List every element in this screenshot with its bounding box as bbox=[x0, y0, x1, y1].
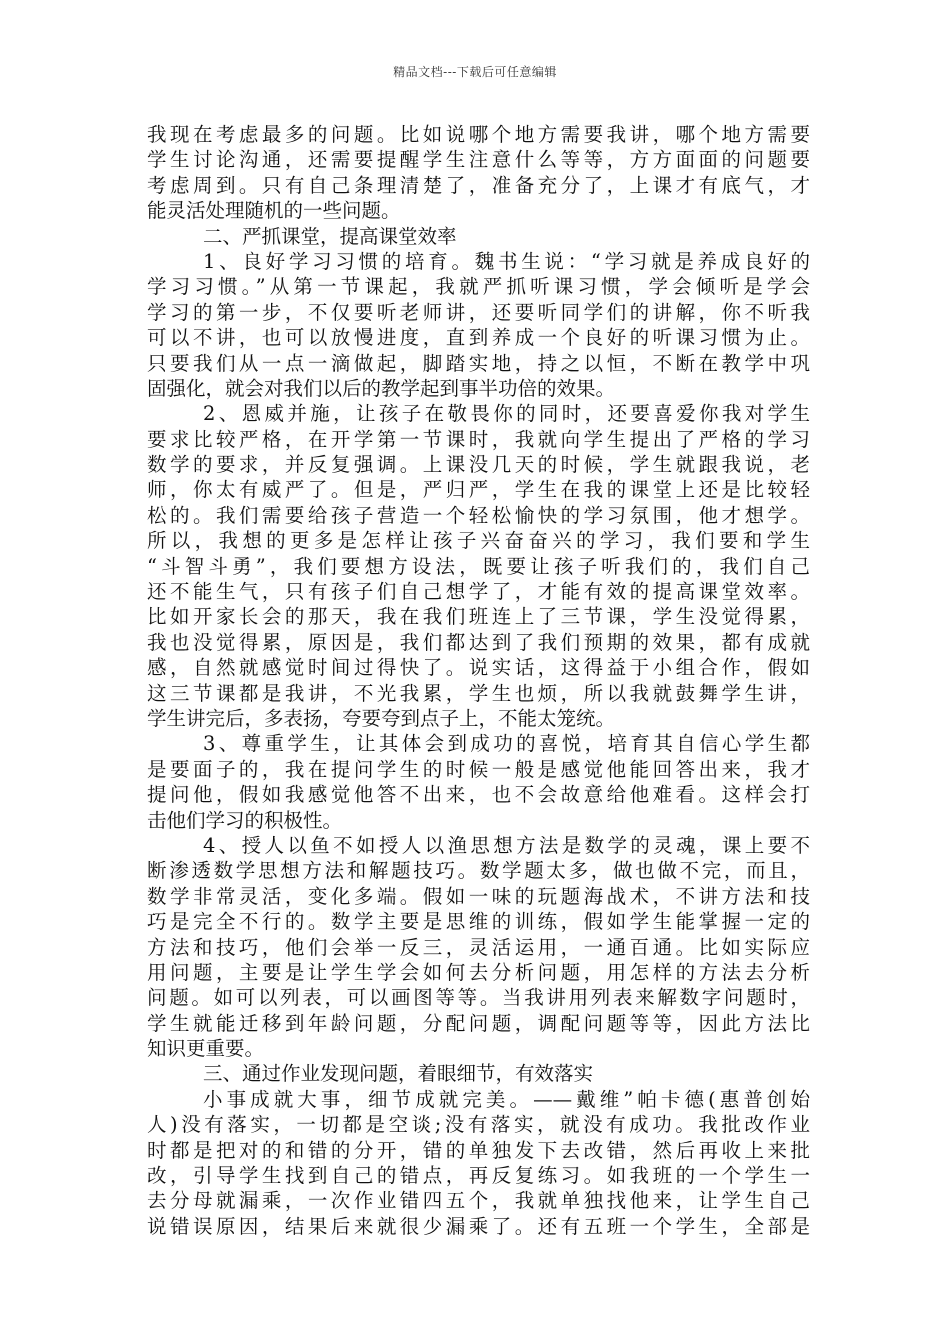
text-line: 说错误原因，结果后来就很少漏乘了。还有五班一个学生，全部是 bbox=[147, 1214, 810, 1238]
text-line: 1、良好学习习惯的培育。魏书生说：“学习就是养成良好的 bbox=[203, 249, 810, 273]
text-line: 去分母就漏乘，一次作业错四五个，我就单独找他来，让学生自己 bbox=[147, 1189, 810, 1213]
text-line: 击他们学习的积极性。 bbox=[147, 808, 343, 832]
text-line: 比如开家长会的那天，我在我们班连上了三节课，学生没觉得累， bbox=[147, 605, 810, 629]
text-line: 巧是完全不行的。数学主要是思维的训练，假如学生能掌握一定的 bbox=[147, 910, 810, 934]
text-line: 4、授人以鱼不如授人以渔思想方法是数学的灵魂，课上要不 bbox=[203, 833, 810, 857]
text-line: 要求比较严格，在开学第一节课时，我就向学生提出了严格的学习 bbox=[147, 427, 810, 451]
text-line: 2、恩威并施，让孩子在敬畏你的同时，还要喜爱你我对学生 bbox=[203, 402, 810, 426]
text-line: 学生就能迁移到年龄问题，分配问题，调配问题等等，因此方法比 bbox=[147, 1011, 810, 1035]
text-line: 数学非常灵活，变化多端。假如一味的玩题海战术，不讲方法和技 bbox=[147, 884, 810, 908]
text-line: 我现在考虑最多的问题。比如说哪个地方需要我讲，哪个地方需要 bbox=[147, 123, 810, 146]
text-line: 考虑周到。只有自己条理清楚了，准备充分了，上课才有底气，才 bbox=[147, 173, 810, 197]
text-line: 是要面子的，我在提问学生的时候一般是感觉他能回答出来，我才 bbox=[147, 757, 810, 781]
text-line: 方法和技巧，他们会举一反三，灵活运用，一通百通。比如实际应 bbox=[147, 935, 810, 959]
text-line: 学生讲完后，多表扬，夸要夸到点子上，不能太笼统。 bbox=[147, 706, 616, 730]
text-line: 学习习惯。”从第一节课起，我就严抓听课习惯，学会倾听是学会 bbox=[147, 275, 810, 299]
text-line: 这三节课都是我讲，不光我累，学生也烦，所以我就鼓舞学生讲， bbox=[147, 681, 810, 705]
text-line: 小事成就大事，细节成就完美。——戴维”帕卡德(惠普创始 bbox=[203, 1087, 810, 1111]
text-line: 松的。我们需要给孩子营造一个轻松愉快的学习氛围，他才想学。 bbox=[147, 503, 810, 527]
text-line: 知识更重要。 bbox=[147, 1037, 265, 1061]
text-line: 学生讨论沟通，还需要提醒学生注意什么等等，方方面面的问题要 bbox=[147, 148, 810, 172]
text-line: 三、通过作业发现问题，着眼细节，有效落实 bbox=[203, 1062, 594, 1086]
text-line: 问题。如可以列表，可以画图等等。当我讲用列表来解数字问题时， bbox=[147, 986, 810, 1010]
text-line: 人)没有落实，一切都是空谈;没有落实，就没有成功。我批改作业 bbox=[147, 1113, 810, 1137]
text-line: 断渗透数学思想方法和解题技巧。数学题太多，做也做不完，而且， bbox=[147, 859, 810, 883]
text-line: 用问题，主要是让学生学会如何去分析问题，用怎样的方法去分析 bbox=[147, 960, 810, 984]
text-line: 我也没觉得累，原因是，我们都达到了我们预期的效果，都有成就 bbox=[147, 630, 810, 654]
text-line: “斗智斗勇”，我们要想方设法，既要让孩子听我们的，我们自己 bbox=[147, 554, 810, 578]
text-line: 固强化，就会对我们以后的教学起到事半功倍的效果。 bbox=[147, 376, 616, 400]
text-line: 所以，我想的更多是怎样让孩子兴奋奋兴的学习，我们要和学生 bbox=[147, 529, 810, 553]
text-line: 改，引导学生找到自己的错点，再反复练习。如我班的一个学生一 bbox=[147, 1164, 810, 1188]
text-line: 还不能生气，只有孩子们自己想学了，才能有效的提高课堂效率。 bbox=[147, 580, 810, 604]
text-line: 可以不讲，也可以放慢进度，直到养成一个良好的听课习惯为止。 bbox=[147, 326, 810, 350]
text-line: 提问他，假如我感觉他答不出来，也不会故意给他难看。这样会打 bbox=[147, 783, 810, 807]
text-line: 二、严抓课堂，提高课堂效率 bbox=[203, 224, 457, 248]
document-body bbox=[147, 122, 810, 1239]
text-line: 只要我们从一点一滴做起，脚踏实地，持之以恒，不断在教学中巩 bbox=[147, 351, 810, 375]
text-line: 感，自然就感觉时间过得快了。说实话，这得益于小组合作，假如 bbox=[147, 656, 810, 680]
text-line: 师，你太有威严了。但是，严归严，学生在我的课堂上还是比较轻 bbox=[147, 478, 810, 502]
page-header: 精品文档---下载后可任意编辑 bbox=[393, 65, 557, 79]
text-line: 3、尊重学生，让其体会到成功的喜悦，培育其自信心学生都 bbox=[203, 732, 810, 756]
text-line: 时都是把对的和错的分开，错的单独发下去改错，然后再收上来批 bbox=[147, 1138, 810, 1162]
text-line: 数学的要求，并反复强调。上课没几天的时候，学生就跟我说，老 bbox=[147, 453, 810, 477]
text-line: 学习的第一步，不仅要听老师讲，还要听同学们的讲解，你不听我 bbox=[147, 300, 810, 324]
text-line: 能灵活处理随机的一些问题。 bbox=[147, 199, 401, 223]
